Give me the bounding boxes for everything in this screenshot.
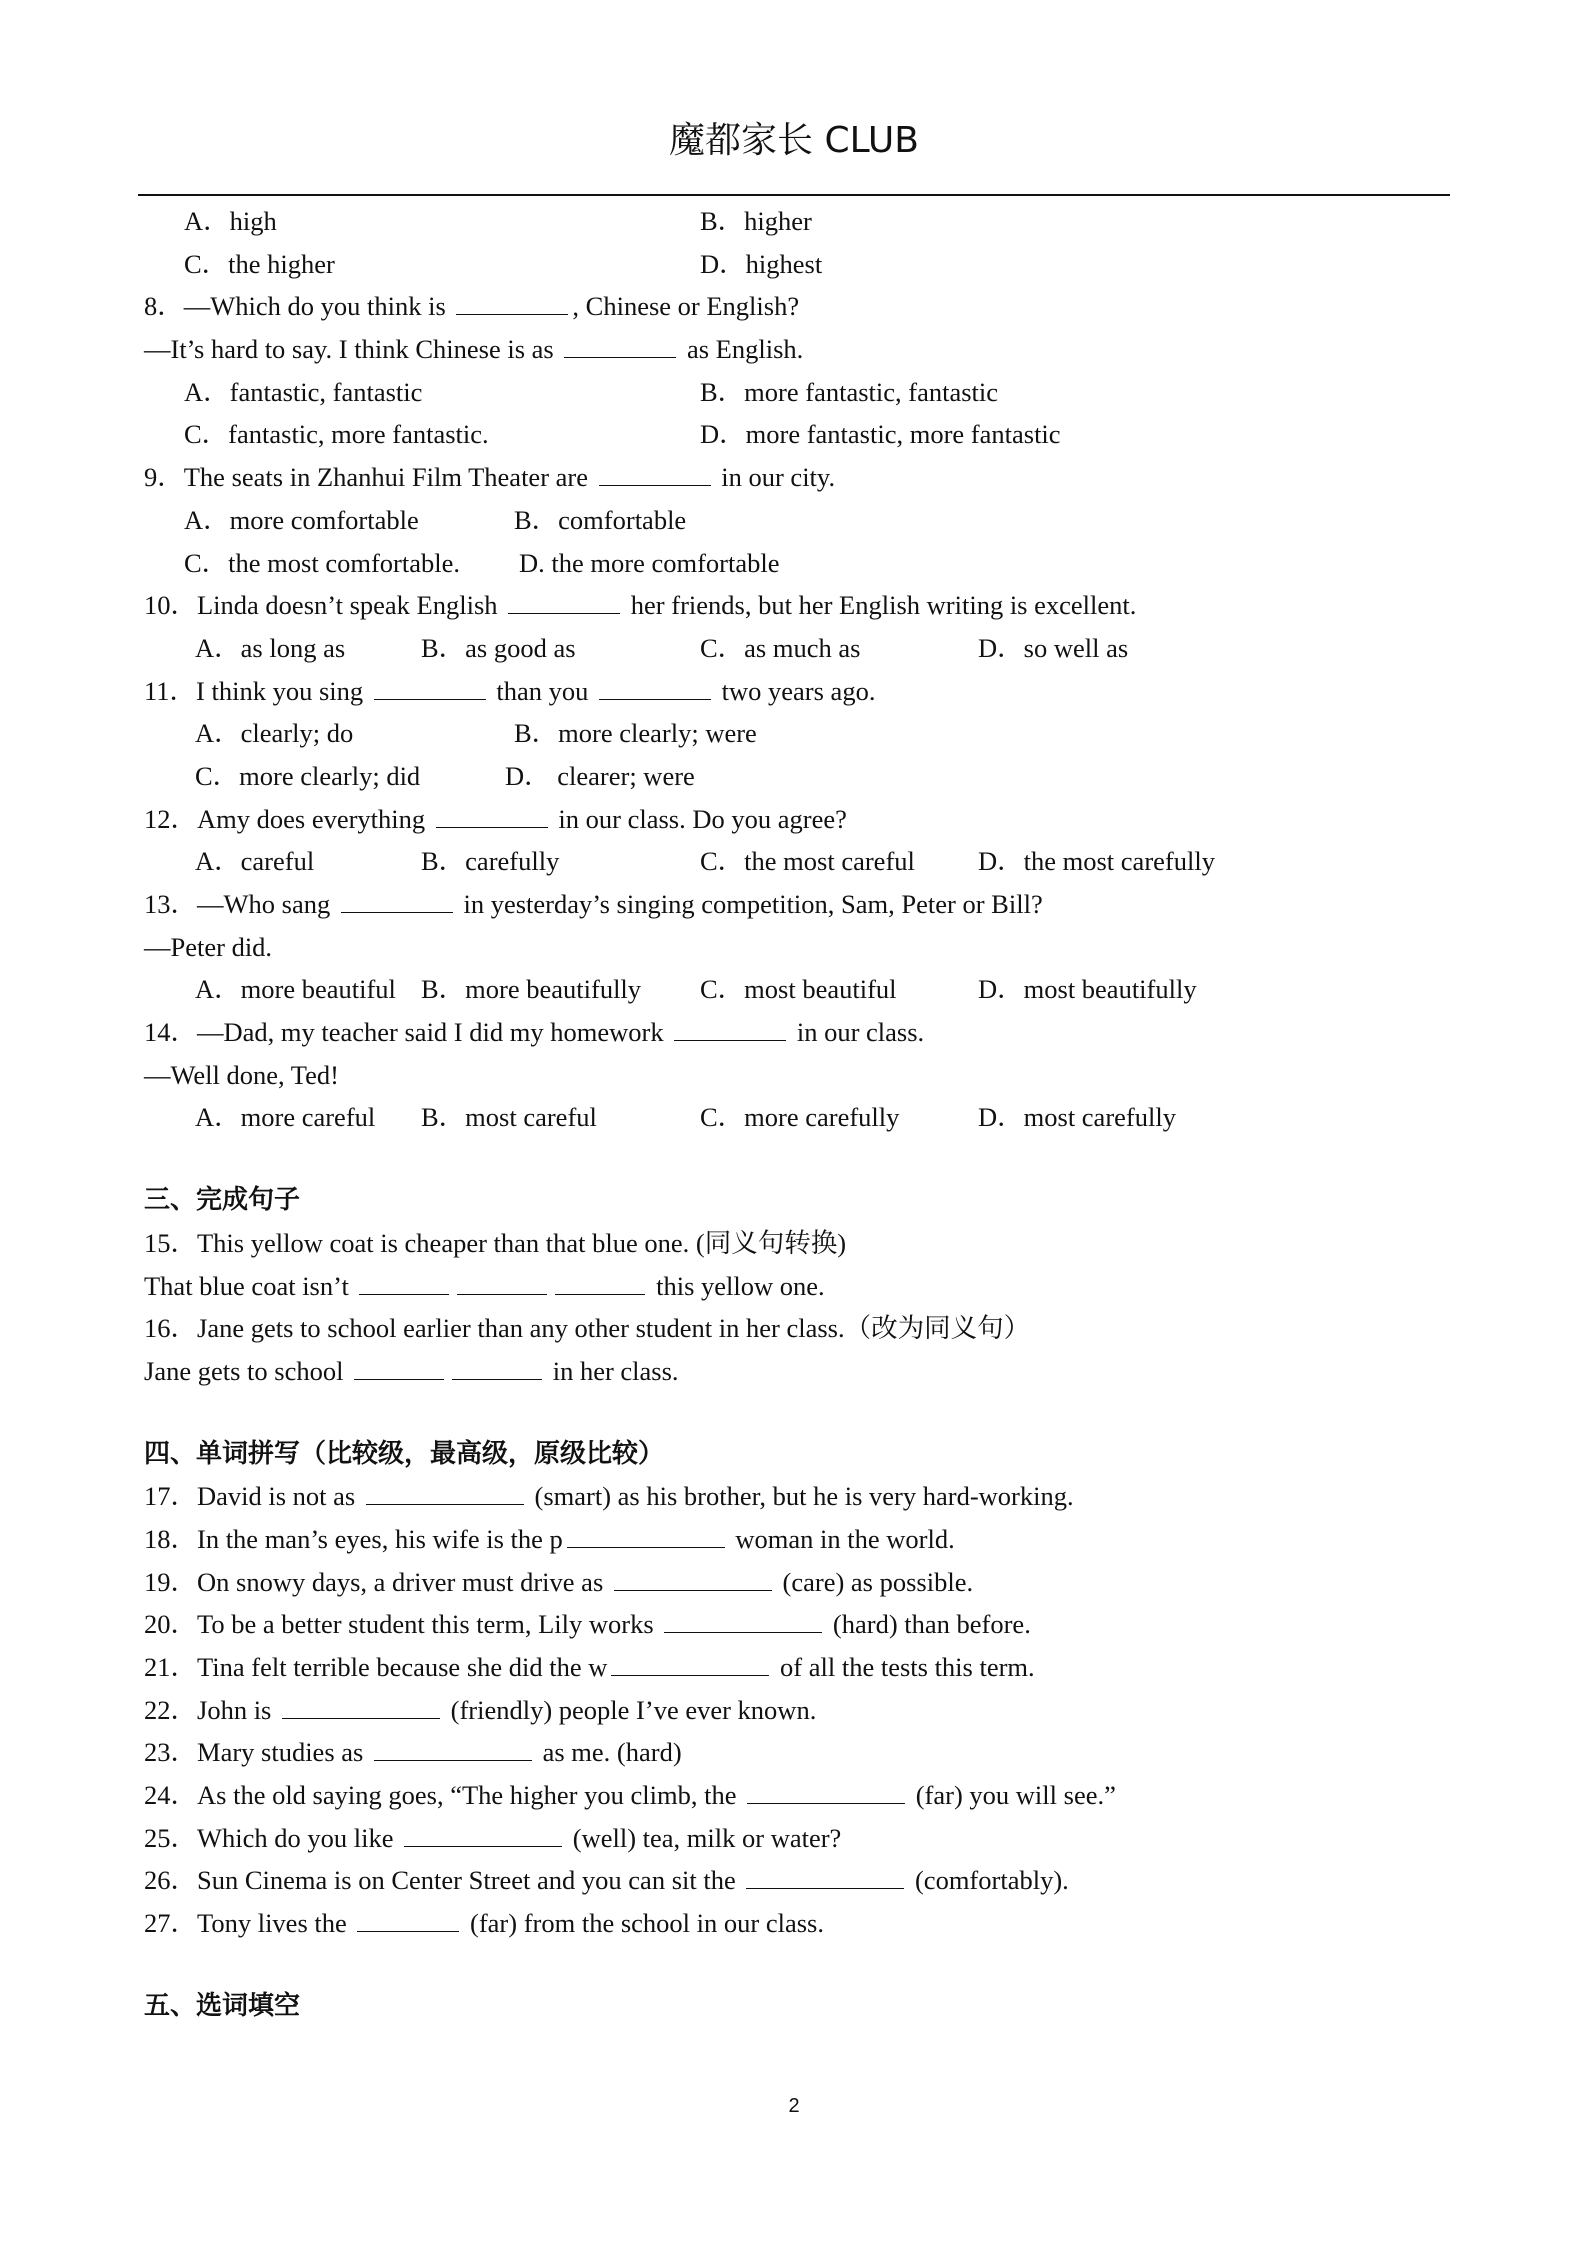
q8-stem xyxy=(0,285,1588,328)
q8-option-c: C．fantastic, more fantastic. xyxy=(184,419,489,450)
spelling-question xyxy=(0,1561,1588,1604)
question-number: 20． xyxy=(144,1609,197,1640)
q10-option-b: B．as good as xyxy=(421,632,576,663)
spelling-question xyxy=(0,1475,1588,1518)
q9-options-row1 xyxy=(0,499,1588,542)
page-header: 魔都家长 CLUB xyxy=(669,120,919,161)
section-3-title: 三、完成句子 xyxy=(144,1185,301,1216)
q12-option-c: C．the most careful xyxy=(700,846,915,877)
answer-blank[interactable] xyxy=(664,1604,822,1633)
answer-blank[interactable] xyxy=(611,1647,769,1676)
q11-blank-1[interactable] xyxy=(374,671,486,700)
q10-text-2: her friends, but her English writing is excellent. xyxy=(624,590,1137,621)
question-text-after: (far) you will see.” xyxy=(909,1780,1116,1811)
q15-blank-3[interactable] xyxy=(555,1266,645,1295)
q9-option-a: A．more comfortable xyxy=(184,504,419,535)
answer-blank[interactable] xyxy=(282,1690,440,1719)
q14-option-d: D．most carefully xyxy=(978,1102,1176,1133)
q11-text-1: I think you sing xyxy=(196,675,370,706)
q11-option-a: A．clearly; do xyxy=(195,718,354,749)
q16-blank-1[interactable] xyxy=(354,1351,444,1380)
q15-answer-text-2: this yellow one. xyxy=(649,1270,825,1301)
q13-text-2: in yesterday’s singing competition, Sam, Peter or Bill? xyxy=(456,889,1043,919)
q11-text-2: than you xyxy=(489,675,596,706)
q7-options-row1 xyxy=(0,200,1588,243)
q13-answer-line xyxy=(0,926,1588,969)
q8-options-row2 xyxy=(0,413,1588,456)
question-number: 25． xyxy=(144,1822,197,1853)
q10-text-1: Linda doesn’t speak English xyxy=(197,590,505,621)
q9-option-d: D. the more comfortable xyxy=(519,547,780,578)
q8-blank-2[interactable] xyxy=(564,329,676,358)
q8-option-d: D．more fantastic, more fantastic xyxy=(700,419,1061,450)
q13-text-1: —Who sang xyxy=(197,889,337,919)
q14-option-b: B．most careful xyxy=(421,1102,597,1133)
q11-option-b: B．more clearly; were xyxy=(514,718,757,749)
q12-text-2: in our class. Do you agree? xyxy=(551,803,847,834)
q8-answer-text-2: as English. xyxy=(680,334,804,365)
spelling-question xyxy=(0,1817,1588,1860)
q8-option-b: B．more fantastic, fantastic xyxy=(700,376,999,407)
q10-stem xyxy=(0,584,1588,627)
q12-blank[interactable] xyxy=(436,799,548,828)
q14-answer-line xyxy=(0,1054,1588,1097)
q14-text-2: in our class. xyxy=(790,1017,925,1048)
spelling-question xyxy=(0,1689,1588,1732)
spelling-question xyxy=(0,1774,1588,1817)
q14-option-a: A．more careful xyxy=(195,1102,376,1133)
q13-answer: —Peter did. xyxy=(144,931,273,962)
q13-options xyxy=(0,968,1588,1011)
q14-text-1: —Dad, my teacher said I did my homework xyxy=(197,1017,671,1048)
q11-blank-2[interactable] xyxy=(599,671,711,700)
q9-text-1: The seats in Zhanhui Film Theater are xyxy=(183,462,595,493)
q16-stem xyxy=(0,1307,1588,1350)
q14-blank[interactable] xyxy=(674,1012,786,1041)
q8-text-1: —Which do you think is xyxy=(183,291,453,322)
spelling-question xyxy=(0,1603,1588,1646)
question-number: 22． xyxy=(144,1694,197,1725)
q15-text: This yellow coat is cheaper than that blue one. (同义句转换) xyxy=(197,1227,847,1258)
question-text-after: woman in the world. xyxy=(728,1523,955,1554)
q7-option-a: A．high xyxy=(184,206,277,236)
spelling-question xyxy=(0,1859,1588,1902)
q7-option-b: B．higher xyxy=(700,206,812,236)
q14-options xyxy=(0,1096,1588,1139)
worksheet-content xyxy=(0,200,1588,2028)
question-number: 26． xyxy=(144,1865,197,1896)
q16-answer-line xyxy=(0,1350,1588,1393)
spelling-question xyxy=(0,1902,1588,1945)
answer-blank[interactable] xyxy=(746,1860,904,1889)
q14-answer: —Well done, Ted! xyxy=(144,1059,339,1090)
q11-options-row2 xyxy=(0,755,1588,798)
question-number: 17． xyxy=(144,1481,197,1512)
q14-number: 14． xyxy=(144,1017,197,1048)
q7-option-c: C．the higher xyxy=(184,248,335,279)
question-text-before: Sun Cinema is on Center Street and you can sit the xyxy=(197,1865,743,1896)
q13-stem xyxy=(0,883,1588,926)
spelling-question-list xyxy=(0,1475,1588,1945)
q8-blank-1[interactable] xyxy=(456,286,568,315)
question-number: 18． xyxy=(144,1523,197,1554)
q13-blank[interactable] xyxy=(341,884,453,913)
answer-blank[interactable] xyxy=(614,1562,772,1591)
q15-stem xyxy=(0,1222,1588,1265)
q13-number: 13． xyxy=(144,889,197,919)
question-text-after: as me. (hard) xyxy=(535,1737,682,1768)
q12-number: 12． xyxy=(144,803,197,834)
q16-blank-2[interactable] xyxy=(452,1351,542,1380)
q9-options-row2 xyxy=(0,542,1588,585)
q15-blank-1[interactable] xyxy=(359,1266,449,1295)
q14-option-c: C．more carefully xyxy=(700,1102,900,1133)
q15-blank-2[interactable] xyxy=(457,1266,547,1295)
q8-answer-text-1: —It’s hard to say. I think Chinese is as xyxy=(144,334,561,365)
answer-blank[interactable] xyxy=(366,1476,524,1505)
q15-number: 15． xyxy=(144,1227,197,1258)
q14-stem xyxy=(0,1011,1588,1054)
question-number: 27． xyxy=(144,1908,197,1939)
question-text-after: (comfortably). xyxy=(908,1865,1069,1896)
q12-option-d: D．the most carefully xyxy=(978,846,1215,877)
spelling-question xyxy=(0,1731,1588,1774)
q16-text: Jane gets to school earlier than any other student in her class.（改为同义句） xyxy=(197,1313,1031,1344)
q7-option-d: D．highest xyxy=(700,248,823,279)
question-text-before: Tony lives the xyxy=(197,1908,354,1939)
answer-blank[interactable] xyxy=(404,1818,562,1847)
q13-option-c: C．most beautiful xyxy=(700,974,897,1005)
q10-option-c: C．as much as xyxy=(700,632,861,663)
question-text-after: (smart) as his brother, but he is very hard-working. xyxy=(527,1481,1074,1512)
q11-text-3: two years ago. xyxy=(715,675,876,706)
question-text-before: Which do you like xyxy=(197,1822,401,1853)
section-gap xyxy=(0,1393,1588,1433)
q8-text-2: , Chinese or English? xyxy=(572,291,800,322)
q9-blank[interactable] xyxy=(599,457,711,486)
question-text-after: (far) from the school in our class. xyxy=(463,1908,824,1939)
question-text-before: In the man’s eyes, his wife is the p xyxy=(197,1523,563,1554)
section-gap xyxy=(0,1139,1588,1179)
question-text-before: On snowy days, a driver must drive as xyxy=(197,1566,610,1597)
page-number: 2 xyxy=(788,2095,800,2117)
q11-stem xyxy=(0,670,1588,713)
q10-blank[interactable] xyxy=(508,585,620,614)
q9-text-2: in our city. xyxy=(714,462,836,493)
q8-options-row1 xyxy=(0,371,1588,414)
spelling-question xyxy=(0,1518,1588,1561)
section-5-title: 五、选词填空 xyxy=(144,1990,301,2021)
q9-stem xyxy=(0,456,1588,499)
answer-blank[interactable] xyxy=(374,1732,532,1761)
question-text-before: David is not as xyxy=(197,1481,362,1512)
question-text-after: (well) tea, milk or water? xyxy=(566,1822,842,1853)
q8-option-a: A．fantastic, fantastic xyxy=(184,376,423,407)
question-number: 24． xyxy=(144,1780,197,1811)
question-text-after: of all the tests this term. xyxy=(773,1652,1035,1682)
q8-number: 8． xyxy=(144,291,184,322)
q8-answer-line xyxy=(0,328,1588,371)
q10-number: 10． xyxy=(144,590,197,621)
q9-number: 9． xyxy=(144,462,184,493)
header-rule xyxy=(138,194,1450,196)
q12-options xyxy=(0,840,1588,883)
q15-answer-line xyxy=(0,1265,1588,1308)
question-text-after: (friendly) people I’ve ever known. xyxy=(444,1694,817,1725)
q12-option-b: B．carefully xyxy=(421,846,560,877)
question-text-before: John is xyxy=(197,1694,278,1725)
q10-option-d: D．so well as xyxy=(978,632,1129,663)
question-text-before: To be a better student this term, Lily works xyxy=(197,1609,661,1640)
q16-answer-text-2: in her class. xyxy=(546,1355,679,1386)
q13-option-a: A．more beautiful xyxy=(195,974,396,1005)
answer-blank[interactable] xyxy=(357,1903,459,1932)
question-text-after: (hard) than before. xyxy=(826,1609,1031,1640)
question-text-before: Mary studies as xyxy=(197,1737,370,1768)
q12-stem xyxy=(0,798,1588,841)
q9-option-b: B．comfortable xyxy=(514,504,687,535)
q10-option-a: A．as long as xyxy=(195,632,346,663)
question-text-before: Tina felt terrible because she did the w xyxy=(197,1652,608,1682)
question-number: 23． xyxy=(144,1737,197,1768)
q15-answer-text-1: That blue coat isn’t xyxy=(144,1270,356,1301)
q12-option-a: A．careful xyxy=(195,846,315,877)
q13-option-d: D．most beautifully xyxy=(978,974,1197,1005)
q10-options xyxy=(0,627,1588,670)
q7-options-row2 xyxy=(0,243,1588,286)
section-gap xyxy=(0,1945,1588,1985)
q13-option-b: B．more beautifully xyxy=(421,974,642,1005)
q11-option-c: C．more clearly; did xyxy=(195,760,421,791)
question-text-after: (care) as possible. xyxy=(775,1566,974,1597)
q12-text-1: Amy does everything xyxy=(197,803,432,834)
q11-option-d: D． clearer; were xyxy=(505,760,695,791)
question-number: 19． xyxy=(144,1566,197,1597)
spelling-question xyxy=(0,1646,1588,1689)
q11-number: 11． xyxy=(144,675,197,706)
q11-options-row1 xyxy=(0,712,1588,755)
q9-option-c: C．the most comfortable. xyxy=(184,547,460,578)
section-4-title: 四、单词拼写（比较级，最高级，原级比较） xyxy=(144,1438,665,1469)
answer-blank[interactable] xyxy=(747,1775,905,1804)
question-number: 21． xyxy=(144,1652,197,1682)
q16-number: 16． xyxy=(144,1313,197,1344)
question-text-before: As the old saying goes, “The higher you climb, the xyxy=(197,1780,744,1811)
q16-answer-text-1: Jane gets to school xyxy=(144,1355,351,1386)
answer-blank[interactable] xyxy=(567,1519,725,1548)
